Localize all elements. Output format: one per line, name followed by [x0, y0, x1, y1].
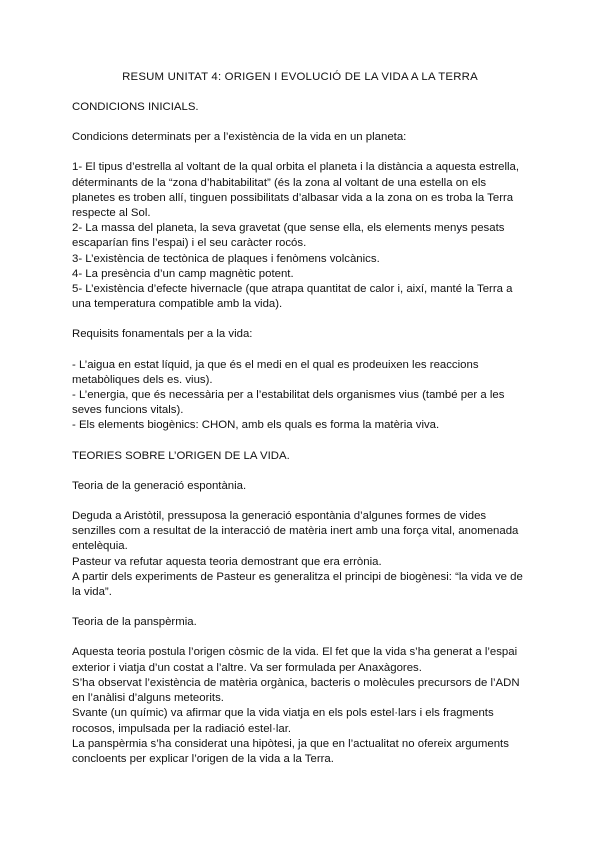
conditions-intro: Condicions determinats per a l’existència de la vida en un planeta:	[72, 131, 407, 144]
theory2-paragraph: La panspèrmia s’ha considerat una hipòtesi, ja que en l’actualitat no ofereix arguments concloents per explicar l’origen de la vida a la Terra.	[72, 737, 509, 765]
requisite-item: - L’aigua en estat líquid, ja que és el medi en el qual es prodeuixen les reaccions metabòliques dels es. vius).	[72, 358, 479, 386]
theory1-paragraph: Pasteur va refutar aquesta teoria demostrant que era errònia.	[72, 555, 382, 568]
theory-heading-panspermia: Teoria de la panspèrmia.	[72, 616, 197, 629]
requisite-item: - Els elements biogènics: CHON, amb els quals es forma la matèria viva.	[72, 419, 440, 432]
requisites-intro: Requisits fonamentals per a la vida:	[72, 328, 253, 341]
requisite-item: - L’energia, que és necessària per a l’estabilitat dels organismes vius (també per a les seves funcions vitals).	[72, 389, 505, 417]
page-title: RESUM UNITAT 4: ORIGEN I EVOLUCIÓ DE LA VIDA A LA TERRA	[122, 71, 478, 83]
theory1-paragraph: Deguda a Aristòtil, pressuposa la generació espontània d’algunes formes de vides senzilles com a resultat de la interacció de matèria inert amb una força vital, anomenada entelèquia.	[72, 510, 519, 553]
section-heading-theories: TEORIES SOBRE L’ORIGEN DE LA VIDA.	[72, 449, 290, 462]
theory-heading-spontaneous-generation: Teoria de la generació espontània.	[72, 479, 247, 492]
condition-item: 1- El tipus d’estrella al voltant de la qual orbita el planeta i la distància a aquesta estrella, déterminants de la “zona d’habitabilitat” (és la zona al voltant de una estella on els planetes es troben allí, tinguen possibilitats d’albasar vida a la zona on es troba la Terra respecte al Sol.	[72, 161, 520, 220]
condition-item: 3- L’existència de tectònica de plaques i fenòmens volcànics.	[72, 252, 380, 265]
condition-item: 5- L’existència d’efecte hivernacle (que atrapa quantitat de calor i, així, manté la Terra a una temperatura compatible amb la vida).	[72, 283, 513, 311]
document-body	[72, 100, 528, 767]
theory2-paragraph: Svante (un químic) va afirmar que la vida viatja en els pols estel·lars i els fragments rocosos, impulsada per la radiació estel·lar.	[72, 707, 494, 735]
theory2-paragraph: Aquesta teoria postula l’origen còsmic de la vida. El fet que la vida s’ha generat a l’espai exterior i viatja d’un costat a l’altre. Va ser formulada per Anaxàgores.	[72, 646, 518, 674]
section-heading-conditions: CONDICIONS INICIALS.	[72, 101, 199, 113]
theory1-paragraph: A partir dels experiments de Pasteur es generalitza el principi de biogènesi: “la vida ve de la vida”.	[72, 570, 523, 599]
theory2-paragraph: S’ha observat l’existència de matèria orgànica, bacteris o molècules precursors de l’ADN en l’anàlisi d’alguns meteorits.	[72, 676, 520, 705]
condition-item: 2- La massa del planeta, la seva gravetat (que sense ella, els elements menys pesats escaparían fins l’espai) i el seu caràcter rocós.	[72, 222, 505, 250]
condition-item: 4- La presència d’un camp magnètic potent.	[72, 267, 294, 280]
